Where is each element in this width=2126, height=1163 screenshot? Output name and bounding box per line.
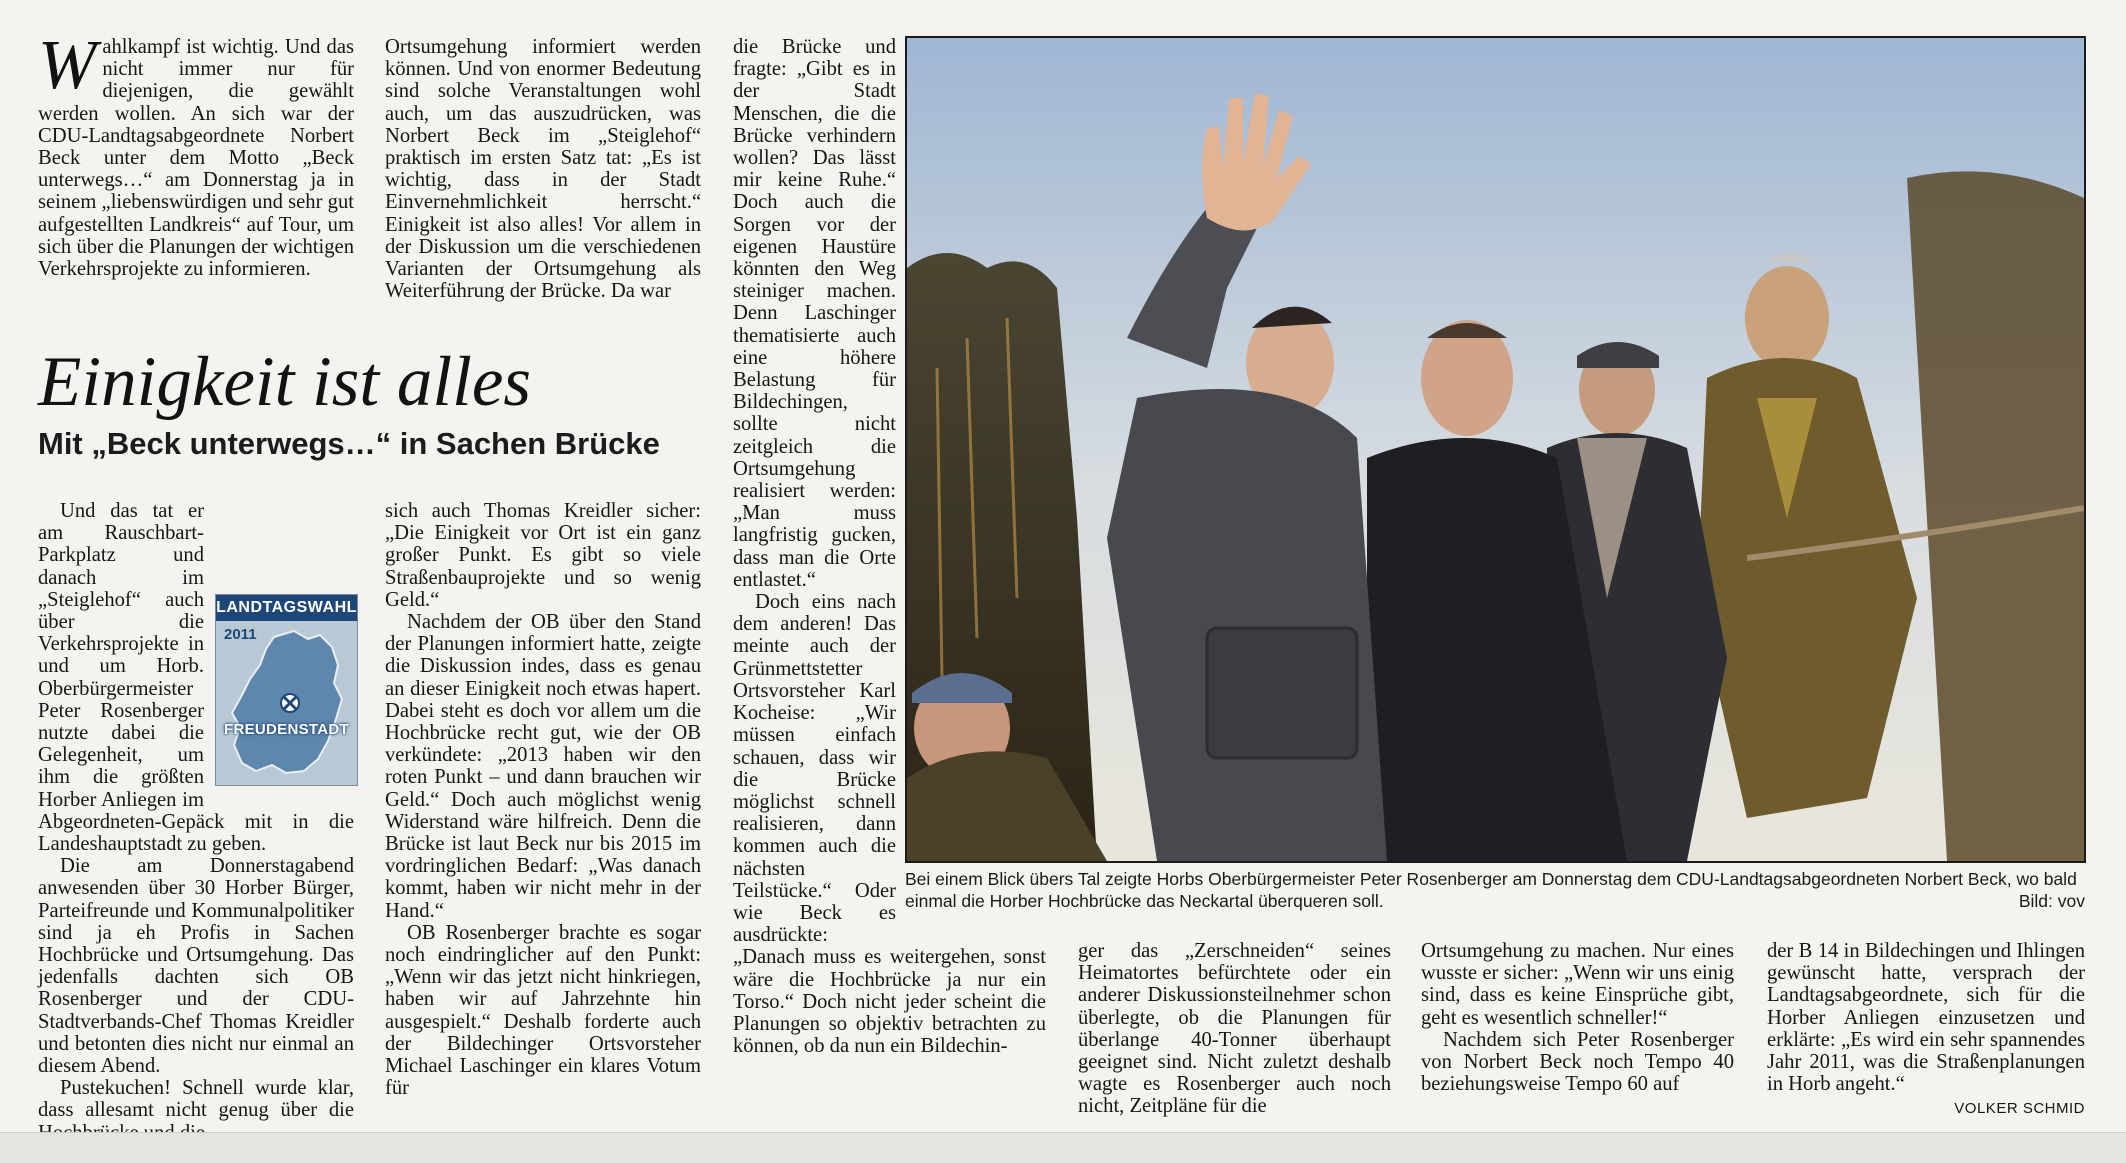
col2-paragraph-3: OB Rosenberger brachte es sogar noch eindringlicher auf den Punkt: „Wenn wir das jetzt nicht hinkriegen, haben wir auf Jahrzehnte hin ausgespielt.“ Deshalb forderte auch der Bildechinger Ortsvorsteher Michael Laschinger ein klares Votum für bbox=[385, 921, 701, 1100]
news-photo bbox=[905, 36, 2086, 863]
headline: Einigkeit ist alles bbox=[38, 343, 531, 421]
page-edge bbox=[0, 1132, 2126, 1163]
col2-paragraph-2: Nachdem der OB über den Stand der Planungen informiert hatte, zeigte die Diskussion indes, dass es genau an dieser Einigkeit noch etwas hapert. Dabei steht es doch vor allem um die Hochbrücke recht gut, wie der OB verkündete: „2013 haben wir den roten Punkt – und dann brauchen wir Geld.“ Doch auch möglichst wenig Widerstand wäre hilfreich. Denn die Brücke ist laut Beck nur bis 2015 im vordringlichen Bedarf: „Was danach kommt, haben wir nicht mehr in der Hand.“ bbox=[385, 611, 701, 922]
body-column-4 bbox=[1078, 940, 1391, 1118]
col1-paragraph-1: Und das tat er am Rauschbart-Parkplatz und danach im „Steiglehof“ auch über die Verkehrsprojekte in und um Horb. Oberbürgermeister Peter Rosenberger nutzte dabei die Gelegenheit, um ihm die größten Horber Anliegen im Abgeordneten-Gepäck mit in die Landeshauptstadt zu geben. bbox=[38, 500, 354, 856]
author-byline: VOLKER SCHMID bbox=[1954, 1100, 2085, 1118]
col3-paragraph-1: die Brücke und fragte: „Gibt es in der Stadt Menschen, die die Brücke verhindern wollen? Das lässt mir keine Ruhe.“ Doch auch die Sorgen vor der eigenen Haustüre könnten den Weg steiniger machen. Denn Laschinger thematisierte auch eine höhere Belastung für Bildechingen, sollte nicht zeitgleich die Ortsumgehung realisiert werden: „Man muss langfristig gucken, dass man die Orte entlastet.“ bbox=[733, 36, 896, 591]
col4-paragraph-1: ger das „Zerschneiden“ seines Heimatortes befürchtete oder ein anderer Diskussionsteilnehmer schon überlegte, ob die Planungen für überlange 40-Tonner überhaupt geeignet sind. Nicht zuletzt deshalb wagte es Rosenberger auch noch nicht, Zeitpläne für die bbox=[1078, 940, 1391, 1118]
intro-text-2: Ortsumgehung informiert werden können. Und von enormer Bedeutung sind solche Veranstaltungen wohl auch, um das auszudrücken, was Norbert Beck im „Steiglehof“ praktisch im ersten Satz tat: „Es ist wichtig, dass in der Stadt Einvernehmlichkeit herrscht.“ Einigkeit ist also alles! Vor allem in der Diskussion um die verschiedenen Varianten der Ortsumgehung als Weiterführung der Brücke. Da war bbox=[385, 36, 701, 303]
col2-paragraph-1: sich auch Thomas Kreidler sicher: „Die Einigkeit vor Ort ist ein ganz großer Punkt. Es gibt so viele Straßenbauprojekte und so wenig Geld.“ bbox=[385, 500, 701, 611]
col5-paragraph-2: Nachdem sich Peter Rosenberger von Norbert Beck noch Tempo 40 beziehungsweise Tempo 60 auf bbox=[1421, 1028, 1734, 1096]
election-badge bbox=[215, 594, 358, 786]
state-map-icon bbox=[216, 595, 357, 785]
body-column-6 bbox=[1767, 940, 2085, 1121]
body-column-2 bbox=[385, 500, 701, 1099]
body-column-5 bbox=[1421, 940, 1734, 1095]
badge-city: FREUDENSTADT bbox=[224, 721, 349, 738]
intro-column-1 bbox=[38, 27, 354, 281]
drop-cap: W bbox=[38, 27, 97, 104]
col5-paragraph-1: Ortsumgehung zu machen. Nur eines wusste er sicher: „Wenn wir uns einig sind, dass es keine Einsprüche gibt, geht es wesentlich schneller!“ bbox=[1421, 940, 1734, 1029]
col3-paragraph-2: Doch eins nach dem anderen! Das meinte auch der Grünmettstetter Ortsvorsteher Karl Kocheise: „Wir müssen einfach schauen, dass wir die Brücke möglichst schnell realisieren, dann kommen auch die nächsten Teilstücke.“ Oder wie Beck es ausdrückte: „Danach muss es weitergehen, sonst wäre die Hochbrücke ja nur ein Torso.“ Doch nicht jeder scheint die Planungen so objektiv betrachten zu können, ob da nun ein Bildechin- bbox=[733, 591, 1046, 1058]
photo-caption bbox=[905, 868, 2085, 912]
subheadline: Mit „Beck unterwegs…“ in Sachen Brücke bbox=[38, 426, 660, 461]
photo-credit: Bild: vov bbox=[2018, 891, 2085, 911]
col6-paragraph-1: der B 14 in Bildechingen und Ihlingen gewünscht hatte, versprach der Landtagsabgeordnete, sich für die Horber Anliegen einzusetzen und erklärte: „Es wird ein sehr spannendes Jahr 2011, was die Straßenplanungen in Horb angeht.“ bbox=[1767, 940, 2085, 1096]
badge-title: LANDTAGSWAHL bbox=[216, 595, 357, 621]
badge-year: 2011 bbox=[224, 626, 257, 643]
intro-text-1: ahlkampf ist wichtig. Und das nicht immer nur für diejenigen, die gewählt werden wollen. An sich war der CDU-Landtagsabgeordnete Norbert Beck unter dem Motto „Beck unterwegs…“ am Donnerstag ja in seinem „liebenswürdigen und sehr gut aufgestellten Landkreis“ auf Tour, um sich über die Planungen der wichtigen Verkehrsprojekte zu informieren. bbox=[38, 36, 354, 281]
col1-paragraph-2: Die am Donnerstagabend anwesenden über 30 Horber Bürger, Parteifreunde und Kommunalpolitiker sind ja eh Profis in Sachen Hochbrücke und Ortsumgehung. Das jedenfalls dachten sich OB Rosenberger und der CDU-Stadtverbands-Chef Thomas Kreidler und betonten dies nicht nur einmal an diesem Abend. bbox=[38, 855, 354, 1078]
photo-illustration bbox=[907, 38, 2084, 861]
intro-column-2 bbox=[385, 36, 701, 302]
caption-text: Bei einem Blick übers Tal zeigte Horbs Oberbürgermeister Peter Rosenberger am Donnerstag dem CDU-Landtagsabgeordneten Norbert Beck, wo bald einmal die Horber Hochbrücke das Neckartal überqueren soll. bbox=[905, 869, 2077, 911]
col1-paragraph-3: Pustekuchen! Schnell wurde klar, dass allesamt nicht genug über die bbox=[38, 1077, 354, 1122]
